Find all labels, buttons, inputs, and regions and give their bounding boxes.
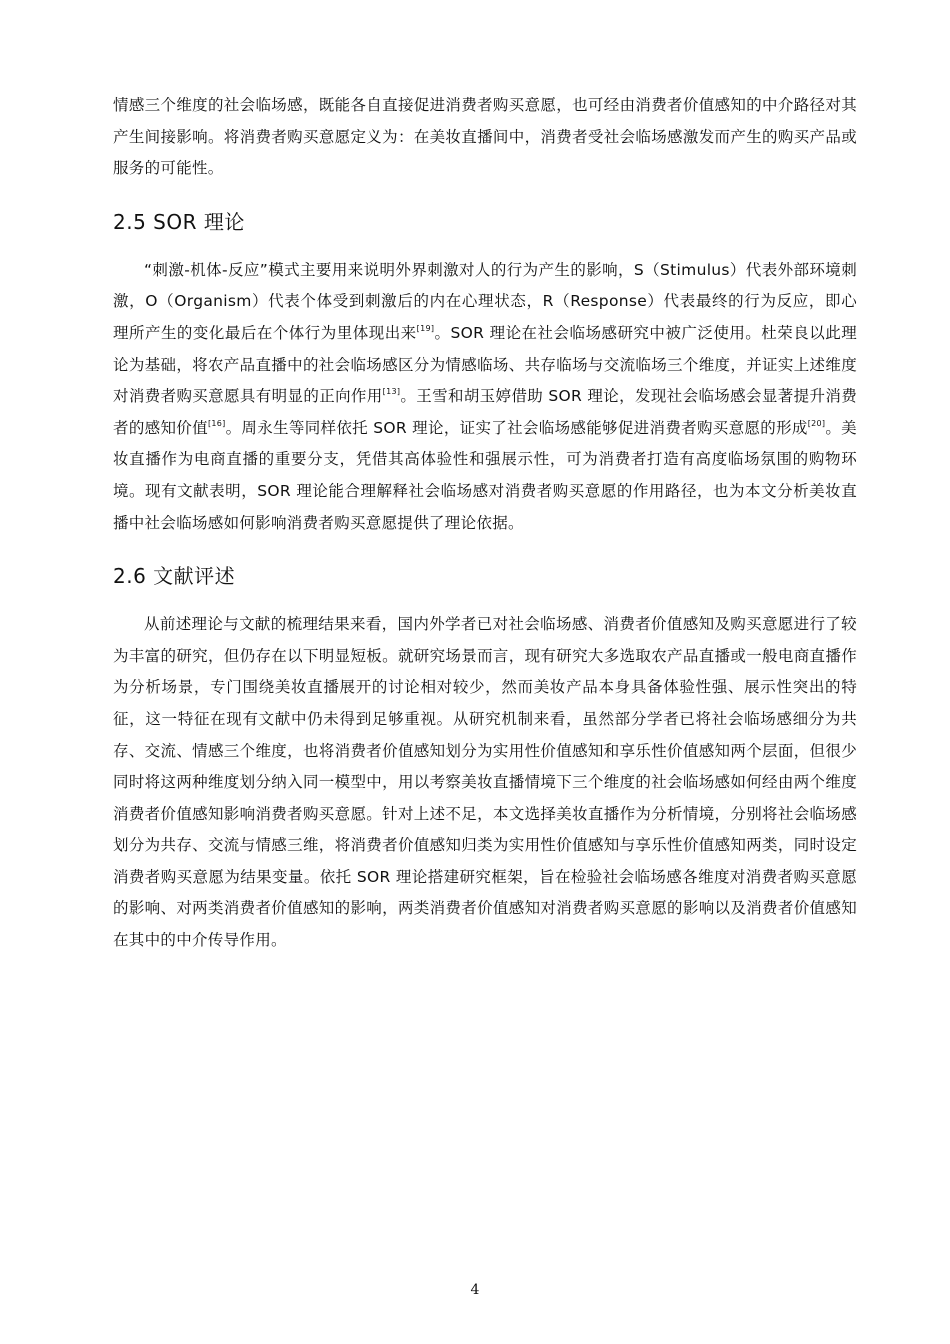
intro-paragraph: 情感三个维度的社会临场感，既能各自直接促进消费者购买意愿，也可经由消费者价值感知的中介路径对其产生间接影响。将消费者购买意愿定义为：在美妆直播间中，消费者受社会临场感激发而产生的购买产品或服务的可能性。 (113, 96, 857, 178)
sor-text-segment-3: 。王雪和胡玉婷借助 SOR 理论，发现社会临场感会显著提升消费者的感知价值 (113, 387, 858, 437)
citation-20: [20] (807, 418, 826, 428)
section-heading-sor-theory: 2.5 SOR 理论 (113, 209, 245, 234)
citation-13: [13] (382, 387, 401, 397)
sor-text-segment-4: 。周永生等同样依托 SOR 理论，证实了社会临场感能够促进消费者购买意愿的形成 (225, 418, 808, 437)
sor-text-segment-2: 。SOR 理论在社会临场感研究中被广泛使用。杜荣良以此理论为基础，将农产品直播中的社会临场感区分为情感临场、共存临场与交流临场三个维度，并证实上述维度对消费者购买意愿具有明显的正向作用 (113, 323, 857, 406)
sor-text-segment-5: 。美妆直播作为电商直播的重要分支，凭借其高体验性和强展示性，可为消费者打造有高度临场氛围的购物环境。现有文献表明，SOR 理论能合理解释社会临场感对消费者购买意愿的作用路径，也为本文分析美妆直播中社会临场感如何影响消费者购买意愿提供了理论依据。 (113, 418, 857, 532)
sor-theory-paragraph (113, 255, 857, 539)
citation-19: [19] (416, 323, 435, 333)
literature-review-paragraph: 从前述理论与文献的梳理结果来看，国内外学者已对社会临场感、消费者价值感知及购买意愿进行了较为丰富的研究，但仍存在以下明显短板。就研究场景而言，现有研究大多选取农产品直播或一般电商直播作为分析场景，专门围绕美妆直播展开的讨论相对较少，然而美妆产品本身具备体验性强、展示性突出的特征，这一特征在现有文献中仍未得到足够重视。从研究机制来看，虽然部分学者已将社会临场感细分为共存、交流、情感三个维度，也将消费者价值感知划分为实用性价值感知和享乐性价值感知两个层面，但很少同时将这两种维度划分纳入同一模型中，用以考察美妆直播情境下三个维度的社会临场感如何经由两个维度消费者价值感知影响消费者购买意愿。针对上述不足，本文选择美妆直播作为分析情境，分别将社会临场感划分为共存、交流与情感三维，将消费者价值感知归类为实用性价值感知与享乐性价值感知两类，同时设定消费者购买意愿为结果变量。依托 SOR 理论搭建研究框架，旨在检验社会临场感各维度对消费者购买意愿的影响、对两类消费者价值感知的影响，两类消费者价值感知对消费者购买意愿的影响以及消费者价值感知在其中的中介传导作用。 (113, 615, 857, 950)
page-content (113, 90, 857, 957)
page-number: 4 (470, 1282, 480, 1298)
section-heading-literature-review: 2.6 文献评述 (113, 564, 236, 589)
sor-text-segment-1: “刺激-机体-反应”模式主要用来说明外界刺激对人的行为产生的影响，S（Stimulus）代表外部环境刺激，O（Organism）代表个体受到刺激后的内在心理状态，R（Response）代表最终的行为反应，即心理所产生的变化最后在个体行为里体现出来 (113, 260, 857, 342)
citation-16: [16] (207, 418, 226, 428)
